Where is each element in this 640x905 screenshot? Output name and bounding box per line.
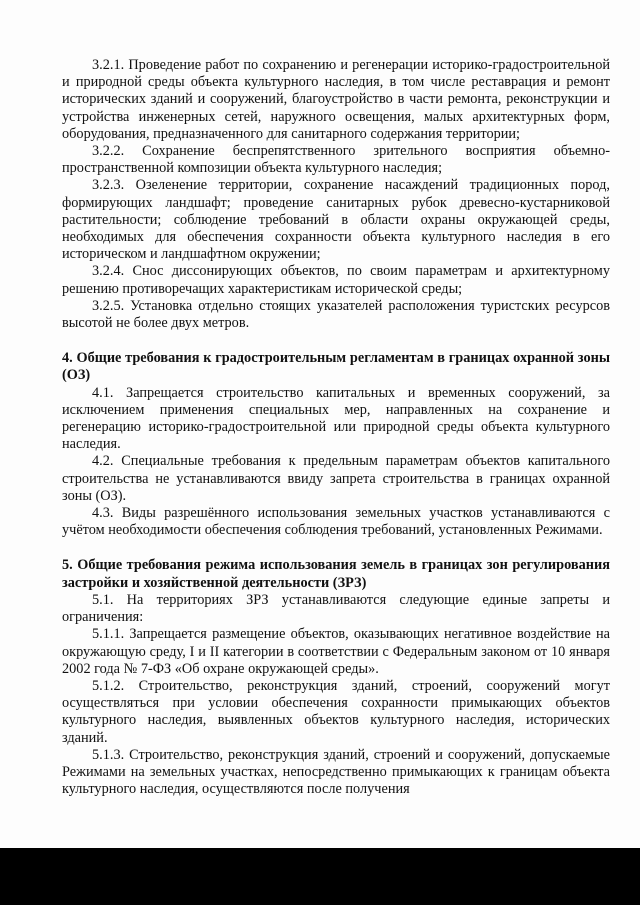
document-body <box>62 57 610 798</box>
paragraph-4-2: 4.2. Специальные требования к предельным параметрам объектов капитального строительства не устанавливаются ввиду запрета строительства в границах охранной зоны (ОЗ). <box>62 453 610 504</box>
paragraph-3-2-5: 3.2.5. Установка отдельно стоящих указателей расположения туристских ресурсов высотой не более двух метров. <box>62 297 610 332</box>
section-spacer <box>62 539 610 557</box>
paragraph-4-3: 4.3. Виды разрешённого использования земельных участков устанавливаются с учётом необходимости обеспечения соблюдения требований, установленных Режимами. <box>62 505 610 539</box>
paragraph-5-1-3: 5.1.3. Строительство, реконструкция зданий, строений и сооружений, допускаемые Режимами на земельных участках, непосредственно примыкающих к границам объекта культурного наследия, осуществляются после получения <box>62 746 610 798</box>
section-spacer <box>62 332 610 350</box>
paragraph-5-1-2: 5.1.2. Строительство, реконструкция зданий, строений, сооружений могут осуществляться при условии обеспечения сохранности примыкающих объектов культурного наследия, выявленных объектов культурного наследия, исторических зданий. <box>62 677 610 746</box>
paragraph-3-2-2: 3.2.2. Сохранение беспрепятственного зрительного восприятия объемно-пространственной композиции объекта культурного наследия; <box>62 143 610 177</box>
paragraph-3-2-4: 3.2.4. Снос диссонирующих объектов, по своим параметрам и архитектурному решению противоречащих характеристикам исторической среды; <box>62 263 610 297</box>
scan-bottom-border <box>0 848 640 905</box>
paragraph-5-1: 5.1. На территориях ЗРЗ устанавливаются следующие единые запреты и ограничения: <box>62 591 610 626</box>
heading-section-5: 5. Общие требования режима использования земель в границах зон регулирования застройки и хозяйственной деятельности (ЗРЗ) <box>62 557 610 591</box>
paragraph-3-2-1: 3.2.1. Проведение работ по сохранению и регенерации историко-градостроительной и природной среды объекта культурного наследия, в том числе реставрация и ремонт исторических зданий и сооружений, благоустройство в части ремонта, реконструкции и устройства инженерных сетей, наружного освещения, малых архитектурных форм, оборудования, предназначенного для санитарного содержания территории; <box>62 57 610 142</box>
paragraph-5-1-1: 5.1.1. Запрещается размещение объектов, оказывающих негативное воздействие на окружающую среду, I и II категории в соответствии с Федеральным законом от 10 января 2002 года № 7-ФЗ «Об охране окружающей среды». <box>62 626 610 677</box>
paragraph-3-2-3: 3.2.3. Озеленение территории, сохранение насаждений традиционных пород, формирующих ландшафт; проведение санитарных рубок древесно-кустарниковой растительности; соблюдение требований в области охраны окружающей среды, необходимых для обеспечения сохранности объекта культурного наследия в его историческом и ландшафтном окружении; <box>62 177 610 263</box>
heading-section-4: 4. Общие требования к градостроительным регламентам в границах охранной зоны (ОЗ) <box>62 350 610 384</box>
paragraph-4-1: 4.1. Запрещается строительство капитальных и временных сооружений, за исключением применения специальных мер, направленных на сохранение и регенерацию историко-градостроительной или природной среды объекта культурного наследия. <box>62 384 610 453</box>
